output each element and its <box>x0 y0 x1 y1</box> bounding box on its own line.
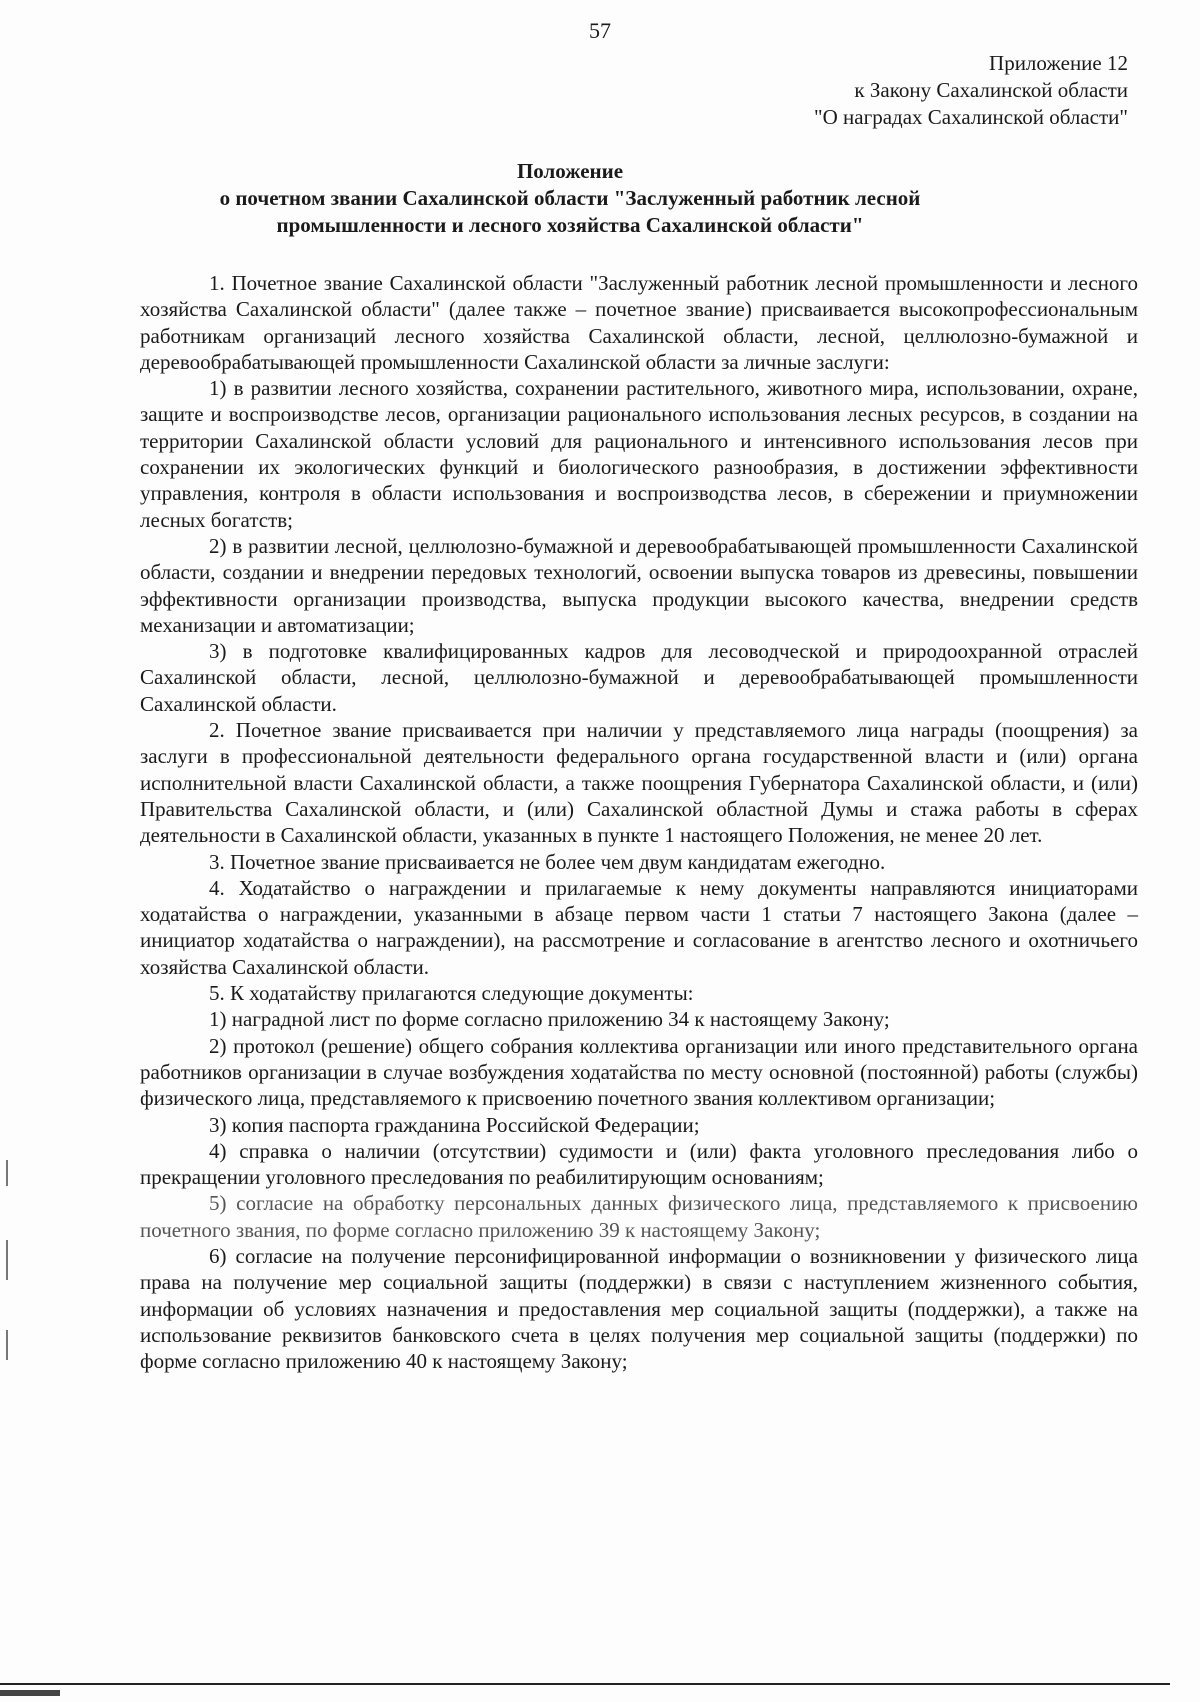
paragraph: 1) наградной лист по форме согласно приложению 34 к настоящему Закону; <box>209 1007 890 1032</box>
paragraph: 2. Почетное звание присваивается при наличии у представляемого лица награды (поощрения) за заслуги в профессиональной деятельности федерального органа государственной власти и (или) органа исполнительной власти Сахалинской области, а также поощрения Губернатора Сахалинской области, и (или) Правительства Сахалинской области, и (или) Сахалинской областной Думы и стажа работы в сферах деятельности в Сахалинской области, указанных в пункте 1 настоящего Положения, не менее 20 лет. <box>140 718 1138 848</box>
paragraph: 1) в развитии лесного хозяйства, сохранении растительного, животного мира, использовании, охране, защите и воспроизводстве лесов, организации рационального использования лесных ресурсов, в создании на территории Сахалинской области условий для рационального и интенсивного использования лесов при сохранении их экологических функций и биологического разнообразия, в достижении эффективности управления, контроля в области использования и воспроизводства лесов, в сбережении и приумножении лесных богатств; <box>140 376 1138 532</box>
paragraph: 2) протокол (решение) общего собрания коллектива организации или иного представительного органа работников организации в случае возбуждения ходатайства по месту основной (постоянной) работы (службы) физического лица, представляемого к присвоению почетного звания коллективом организации; <box>140 1033 1138 1111</box>
title-line: промышленности и лесного хозяйства Сахалинской области" <box>276 213 864 237</box>
document-title <box>140 158 1000 239</box>
page-number: 57 <box>589 18 611 43</box>
appendix-line: Приложение 12 <box>989 51 1128 75</box>
paragraph: 5) согласие на обработку персональных данных физического лица, представляемого к присвоению почетного звания, по форме согласно приложению 39 к настоящему Закону; <box>140 1191 1138 1242</box>
paragraph: 6) согласие на получение персонифицированной информации о возникновении у физического лица права на получение мер социальной защиты (поддержки) в связи с наступлением жизненного события, информации об условиях назначения и предоставления мер социальной защиты (поддержки), а также на использование реквизитов банковского счета в целях получения мер социальной защиты (поддержки) по форме согласно приложению 40 к настоящему Закону; <box>140 1243 1138 1374</box>
document-body <box>140 270 1138 1374</box>
paragraph: 4. Ходатайство о награждении и прилагаемые к нему документы направляются инициаторами ходатайства о награждении, указанными в абзаце первом части 1 статьи 7 настоящего Закона (далее – инициатор ходатайства о награждении), на рассмотрение и согласование в агентство лесного и охотничьего хозяйства Сахалинской области. <box>140 875 1138 979</box>
paragraph: 2) в развитии лесной, целлюлозно-бумажной и деревообрабатывающей промышленности Сахалинской области, создании и внедрении передовых технологий, освоении выпуска товаров из древесины, повышении эффективности организации производства, выпуска продукции высокого качества, внедрении средств механизации и автоматизации; <box>140 533 1138 637</box>
scan-artifact <box>0 1690 60 1696</box>
scan-margin-mark <box>6 1240 8 1280</box>
appendix-reference <box>814 50 1128 131</box>
title-line: Положение <box>516 159 624 183</box>
scan-margin-mark <box>6 1160 8 1186</box>
appendix-line: "О наградах Сахалинской области" <box>814 105 1128 129</box>
paragraph: 3. Почетное звание присваивается не более чем двум кандидатам ежегодно. <box>209 849 886 874</box>
paragraph: 4) справка о наличии (отсутствии) судимости и (или) факта уголовного преследования либо о прекращении уголовного преследования по реабилитирующим основаниям; <box>140 1138 1138 1190</box>
title-line: о почетном звании Сахалинской области "Заслуженный работник лесной <box>219 186 921 210</box>
paragraph: 3) копия паспорта гражданина Российской Федерации; <box>209 1112 700 1137</box>
paragraph: 3) в подготовке квалифицированных кадров для лесоводческой и природоохранной отраслей Сахалинской области, лесной, целлюлозно-бумажной и деревообрабатывающей промышленности Сахалинской области. <box>140 639 1138 716</box>
paragraph: 1. Почетное звание Сахалинской области "Заслуженный работник лесной промышленности и лесного хозяйства Сахалинской области" (далее также – почетное звание) присваивается высокопрофессиональным работникам организаций лесного хозяйства Сахалинской области, лесной, целлюлозно-бумажной и деревообрабатывающей промышленности Сахалинской области за личные заслуги: <box>140 271 1138 374</box>
bottom-rule <box>0 1683 1170 1685</box>
appendix-line: к Закону Сахалинской области <box>854 78 1128 102</box>
paragraph: 5. К ходатайству прилагаются следующие документы: <box>209 981 694 1006</box>
scan-margin-mark <box>6 1330 8 1360</box>
